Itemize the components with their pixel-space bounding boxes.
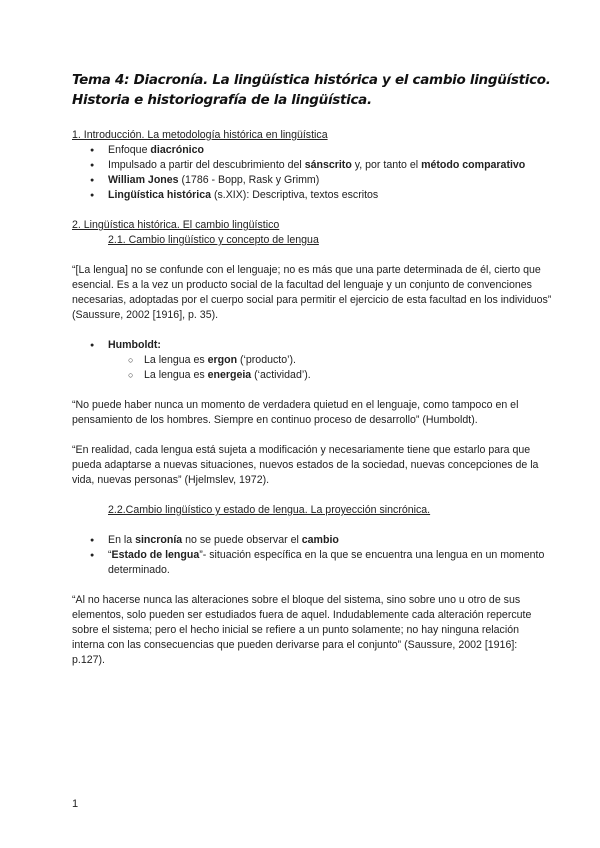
humboldt-list — [72, 338, 552, 383]
subsection-2-1-heading: 2.1. Cambio lingüístico y concepto de lengua — [108, 234, 319, 246]
quote-saussure: “[La lengua] no se confunde con el lenguaje; no es más que una parte determinada de él, cierto que esencial. Es a la vez un producto social de la facultad del lenguaje y un conjunto de convenciones necesarias, adoptadas por el cuerpo social para permitir el ejercicio de esta facultad en los individuos” (Saussure, 2002 [1916], p. 35). — [72, 264, 552, 321]
section-1-list — [72, 143, 552, 203]
page-number: 1 — [72, 798, 79, 810]
list-item: ● Lingüística histórica (s.XIX): Descriptiva, textos escritos — [72, 188, 552, 203]
section-1-heading: 1. Introducción. La metodología histórica en lingüística — [72, 129, 328, 141]
sub-list-item: ○ La lengua es energeia (‘actividad’). — [72, 368, 552, 383]
list-item: ● “Estado de lengua”- situación específica en la que se encuentra una lengua en un momento determinado. — [72, 548, 552, 578]
section-2-heading: 2. Lingüística histórica. El cambio lingüístico — [72, 219, 280, 231]
list-item: ● Enfoque diacrónico — [72, 143, 552, 158]
list-item: ● William Jones (1786 - Bopp, Rask y Grimm) — [72, 173, 552, 188]
subsection-2-2-heading: 2.2.Cambio lingüístico y estado de lengua. La proyección sincrónica. — [108, 504, 431, 516]
list-item: ● En la sincronía no se puede observar el cambio — [72, 533, 552, 548]
list-item: ● Impulsado a partir del descubrimiento del sánscrito y, por tanto el método comparativo — [72, 158, 552, 173]
section-2-2-list — [72, 533, 552, 578]
document-page — [72, 70, 552, 668]
sub-list-item: ○ La lengua es ergon (‘producto’). — [72, 353, 552, 368]
page-title: Tema 4: Diacronía. La lingüística histórica y el cambio lingüístico. Historia e historiografía de la lingüística. — [72, 72, 551, 108]
quote-hjelmslev: “En realidad, cada lengua está sujeta a modificación y necesariamente tiene que estarlo para que pueda adaptarse a nuevas situaciones, nuevos estados de la sociedad, nuevas concepciones de la vida, nuevas personas” (Hjelmslev, 1972). — [72, 444, 539, 486]
quote-humboldt: “No puede haber nunca un momento de verdadera quietud en el lenguaje, como tampoco en el pensamiento de los hombres. Siempre en continuo proceso de desarrollo” (Humboldt). — [72, 399, 519, 426]
quote-saussure-2: “Al no hacerse nunca las alteraciones sobre el bloque del sistema, sino sobre uno u otro de sus elementos, solo pueden ser estudiados fuera de aquel. Indudablemente cada alteración repercute sobre el sistema; pero el hecho inicial se refiere a un punto solamente; no hay ninguna relación interna con las consecuencias que pueden derivarse para el conjunto” (Saussure, 2002 [1916]: p.127). — [72, 594, 532, 666]
list-item: ● Humboldt: — [72, 338, 552, 353]
